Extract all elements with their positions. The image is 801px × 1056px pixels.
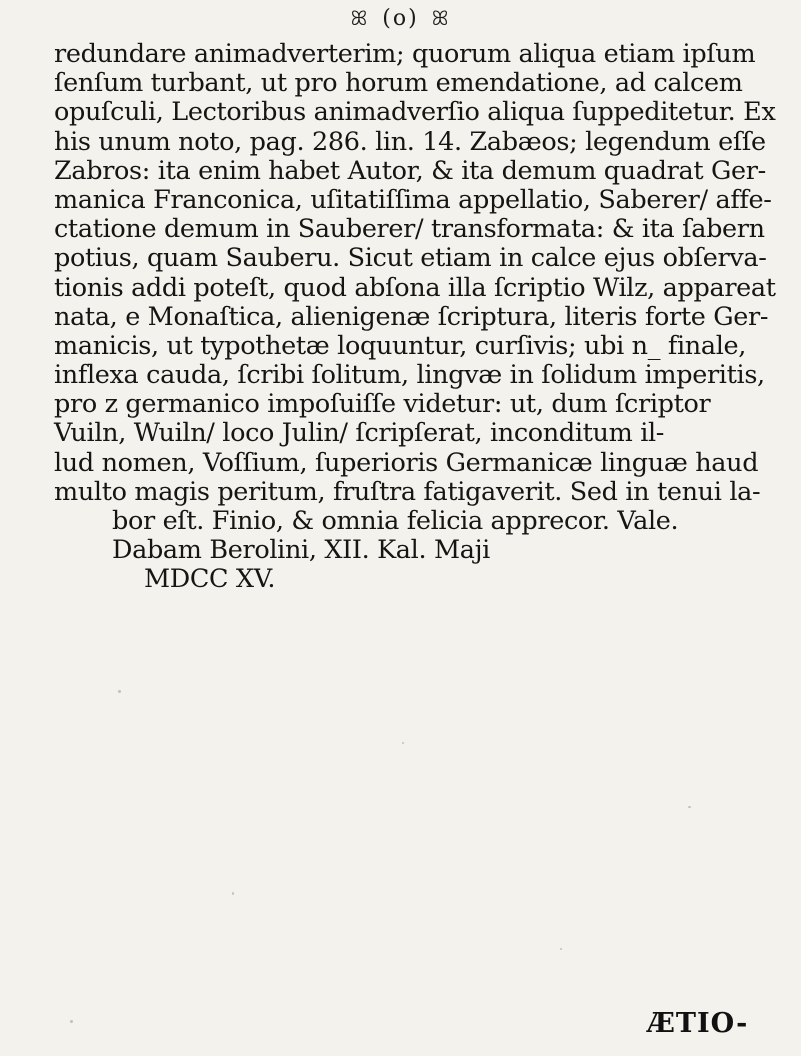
text-line: potius, quam Sauberu. Sicut etiam in calce ejus obſerva- [54,243,767,274]
paper-speck [560,948,562,950]
text-line: ſenſum turbant, ut pro horum emendatione, ad calcem [54,68,743,99]
text-line: nata, e Monaſtica, alienigenæ ſcriptura, literis forte Ger- [54,301,769,332]
text-line: multo magis peritum, fruſtra fatigaverit. Sed in tenui la- [54,476,761,507]
text-line: manica Franconica, uſitatiſſima appellatio, Saberer/ affe- [54,184,772,215]
page-marker: (o) [382,6,419,31]
text-line: redundare animadverterim; quorum aliqua etiam ipſum [54,39,756,69]
paper-speck [70,1020,73,1023]
text-line: opuſculi, Lectoribus animadverſio aliqua ſuppeditetur. Ex [54,97,776,128]
text-line: lud nomen, Voſſium, ſuperioris Germanicæ linguæ haud [54,447,759,478]
text-line: inflexa cauda, ſcribi ſolitum, lingvæ in ſolidum imperitis, [54,360,765,391]
catchword: ÆTIO- [647,1008,749,1039]
text-line: Zabros: ita enim habet Autor, & ita demum quadrat Ger- [54,155,766,186]
text-line: pro z germanico impoſuiſſe videtur: ut, dum ſcriptor [54,389,711,420]
paper-speck [688,806,691,808]
text-line: bor eſt. Finio, & omnia felicia apprecor. Vale. [112,506,679,536]
page-header-ornament [0,6,801,31]
dateline: Dabam Berolini, XII. Kal. Maji [112,535,490,566]
fleuron-left-icon: ꕤ [350,6,370,30]
text-line: his unum noto, pag. 286. lin. 14. Zabæos; legendum eſſe [54,126,766,157]
text-line: manicis, ut typothetæ loquuntur, curſivis; ubi n_ finale, [54,330,746,361]
year-line: MDCC XV. [144,564,276,595]
body-text-block [54,40,774,595]
text-line: tionis addi poteſt, quod abſona illa ſcriptio Wilz, appareat [54,272,776,303]
paper-speck [402,742,404,744]
text-line: Vuiln, Wuiln/ loco Julin/ ſcripſerat, inconditum il- [54,418,665,449]
fleuron-right-icon: ꕤ [431,6,451,30]
paper-speck [232,892,234,895]
paper-speck [118,690,121,693]
text-line: ctatione demum in Sauberer/ transformata: & ita ſabern [54,214,765,245]
